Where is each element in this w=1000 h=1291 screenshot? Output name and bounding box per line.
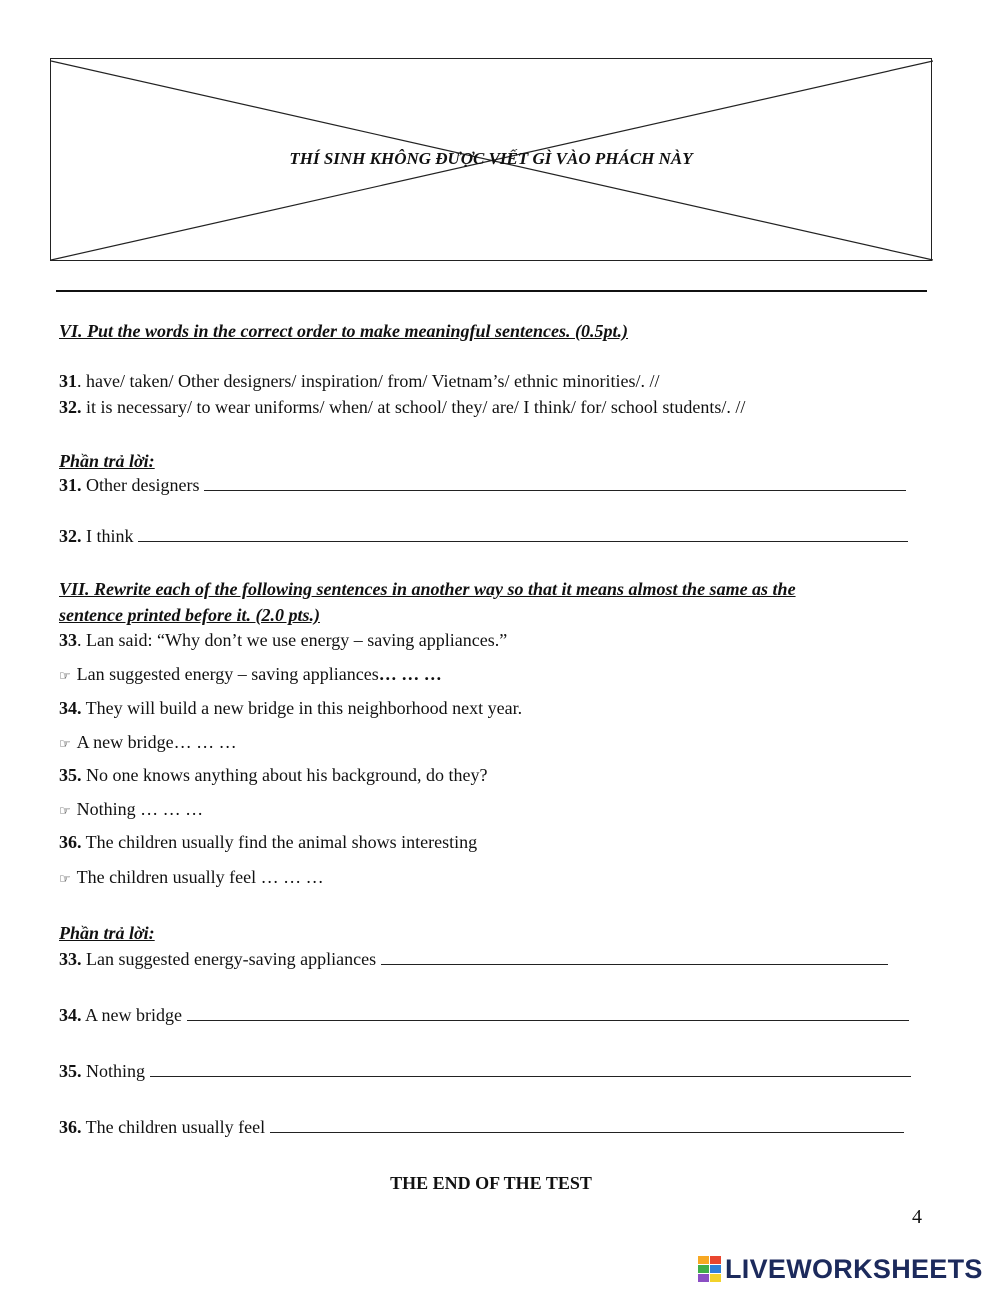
question-34: [59, 697, 522, 719]
answer-31-row: [59, 474, 906, 496]
question-34-number: 34.: [59, 698, 82, 718]
divider-rule: [56, 290, 927, 292]
answer-34-blank[interactable]: [187, 1006, 909, 1021]
answer-32-number: 32.: [59, 526, 82, 546]
answer-33-number: 33.: [59, 949, 82, 969]
question-31: [59, 370, 659, 392]
question-32-text: it is necessary/ to wear uniforms/ when/ at school/ they/ are/ I think/ for/ school students/. //: [81, 397, 746, 417]
pointing-hand-icon: ☞: [59, 737, 71, 752]
answer-31-blank[interactable]: [204, 476, 906, 491]
end-of-test-text: THE END OF THE TEST: [390, 1173, 592, 1193]
answer-31-number: 31.: [59, 475, 82, 495]
question-31-text: . have/ taken/ Other designers/ inspiration/ from/ Vietnam’s/ ethnic minorities/. //: [77, 371, 660, 391]
header-notice-text: THÍ SINH KHÔNG ĐƯỢC VIẾT GÌ VÀO PHÁCH NÀY: [289, 149, 693, 168]
question-34-text: They will build a new bridge in this neighborhood next year.: [81, 698, 523, 718]
question-36-text: The children usually find the animal shows interesting: [81, 832, 478, 852]
answer-36-prompt: The children usually feel: [81, 1117, 266, 1137]
pointing-hand-icon: ☞: [59, 669, 71, 684]
hint-35-text: Nothing … … …: [76, 799, 204, 819]
question-35: [59, 764, 487, 786]
answer-33-prompt: Lan suggested energy-saving appliances: [81, 949, 377, 969]
question-33-number: 33: [59, 630, 77, 650]
answer-34-number: 34.: [59, 1005, 82, 1025]
question-31-number: 31: [59, 371, 77, 391]
hint-33-dots: … … …: [378, 664, 442, 684]
question-33-text: . Lan said: “Why don’t we use energy – saving appliances.”: [77, 630, 508, 650]
answer-31-prompt: Other designers: [81, 475, 200, 495]
answer-35-blank[interactable]: [150, 1062, 911, 1077]
answer-32-prompt: I think: [81, 526, 134, 546]
liveworksheets-logo-text: LIVEWORKSHEETS: [725, 1253, 983, 1284]
answer-32-row: [59, 525, 908, 547]
section-6-answer-label: Phần trả lời:: [59, 451, 155, 471]
question-35-number: 35.: [59, 765, 82, 785]
hint-36-text: The children usually feel … … …: [76, 867, 324, 887]
answer-34-prompt: A new bridge: [81, 1005, 182, 1025]
question-36: [59, 831, 477, 853]
hint-36: [59, 866, 324, 891]
answer-36-blank[interactable]: [270, 1118, 904, 1133]
question-35-text: No one knows anything about his background, do they?: [81, 765, 488, 785]
answer-33-row: [59, 948, 888, 970]
pointing-hand-icon: ☞: [59, 804, 71, 819]
section-7-answer-label: Phần trả lời:: [59, 923, 155, 943]
section-6-title: VI. Put the words in the correct order to make meaningful sentences. (0.5pt.): [59, 321, 629, 341]
answer-35-number: 35.: [59, 1061, 82, 1081]
section-7-title-line-1: VII. Rewrite each of the following sentences in another way so that it means almost the same as the: [59, 579, 796, 599]
answer-32-blank[interactable]: [138, 527, 908, 542]
pointing-hand-icon: ☞: [59, 872, 71, 887]
header-notice-box: [50, 58, 932, 261]
section-7-title-line-2: sentence printed before it. (2.0 pts.): [59, 605, 320, 625]
page-number: 4: [912, 1206, 922, 1228]
question-32-number: 32.: [59, 397, 82, 417]
answer-36-number: 36.: [59, 1117, 82, 1137]
hint-35: [59, 798, 203, 823]
answer-34-row: [59, 1004, 909, 1026]
liveworksheets-logo: [698, 1252, 983, 1286]
answer-35-row: [59, 1060, 911, 1082]
hint-33-text: Lan suggested energy – saving appliances: [76, 664, 379, 684]
hint-34: [59, 731, 237, 756]
answer-36-row: [59, 1116, 904, 1138]
answer-35-prompt: Nothing: [81, 1061, 146, 1081]
question-33: [59, 629, 507, 651]
question-32: [59, 396, 745, 418]
hint-34-text: A new bridge… … …: [76, 732, 237, 752]
hint-33: [59, 663, 442, 688]
liveworksheets-logo-icon: [698, 1256, 722, 1282]
answer-33-blank[interactable]: [381, 950, 888, 965]
question-36-number: 36.: [59, 832, 82, 852]
